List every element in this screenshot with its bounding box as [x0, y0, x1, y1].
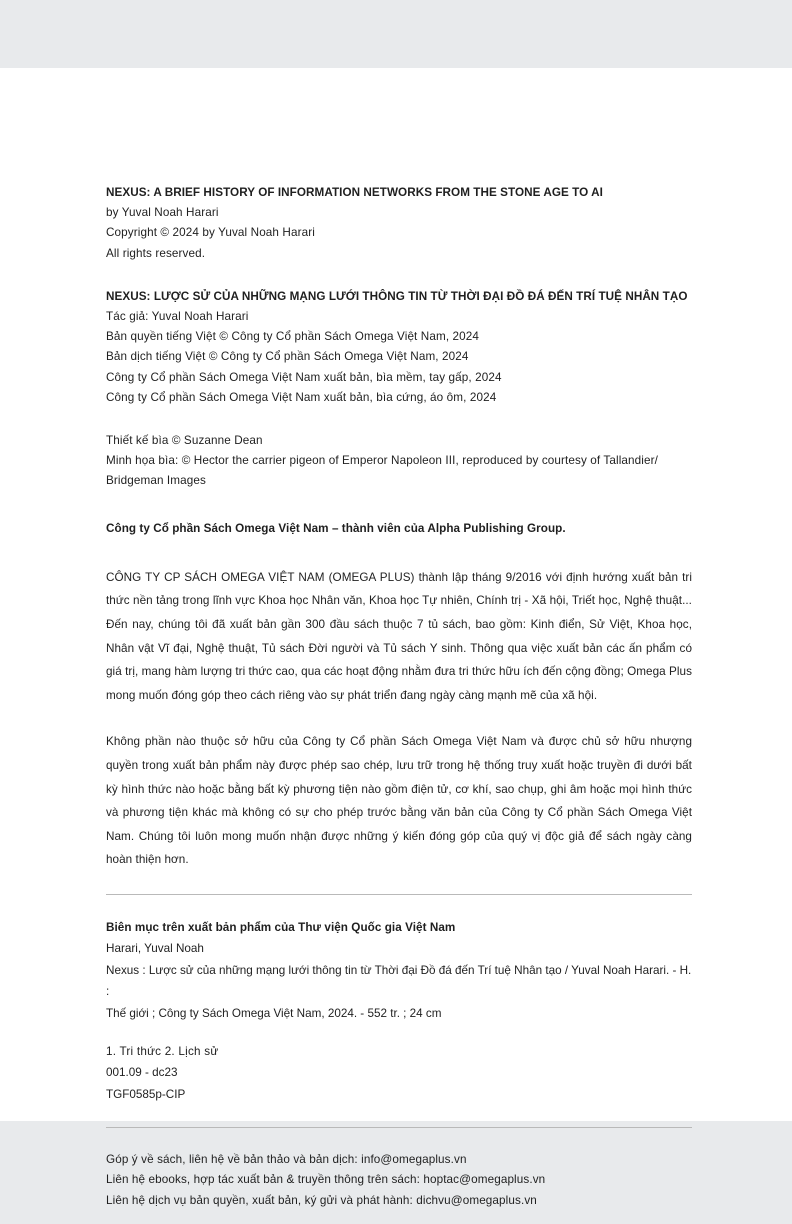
publisher-heading: Công ty Cổ phần Sách Omega Việt Nam – thành viên của Alpha Publishing Group. — [106, 521, 566, 535]
cover-designer: Thiết kế bìa © Suzanne Dean — [106, 434, 263, 448]
publisher-heading-block — [106, 519, 692, 539]
vietnamese-credit-softcover: Công ty Cổ phần Sách Omega Việt Nam xuất bản, bìa mềm, tay gấp, 2024 — [106, 370, 502, 384]
contact-services: Liên hệ dịch vụ bản quyền, xuất bản, ký gửi và phát hành: dichvu@omegaplus.vn — [106, 1193, 537, 1207]
spacer — [106, 264, 692, 287]
copyright-page-content — [106, 183, 692, 1211]
english-copyright: Copyright © 2024 by Yuval Noah Harari — [106, 226, 315, 240]
publisher-description: CÔNG TY CP SÁCH OMEGA VIỆT NAM (OMEGA PLUS) thành lập tháng 9/2016 với định hướng xuất bản tri thức nền tảng trong lĩnh vực Khoa học Nhân văn, Khoa học Tự nhiên, Chính trị - Xã hội, Triết học, Nghệ thuật... Đến nay, chúng tôi đã xuất bản gần 300 đầu sách thuộc 7 tủ sách, bao gồm: Kinh điển, Sử Việt, Khoa học, Nhân vật Vĩ đại, Nghệ thuật, Tủ sách Đời người và Tủ sách Y sinh. Thông qua việc xuất bản các ấn phẩm có giá trị, mang hàm lượng tri thức cao, qua các hoạt động nhằm đưa tri thức hữu ích đến cộng đồng; Omega Plus mong muốn đóng góp theo cách riêng vào sự phát triển đang ngày càng mạnh mẽ của xã hội. — [106, 570, 692, 702]
vietnamese-title: NEXUS: LƯỢC SỬ CỦA NHỮNG MẠNG LƯỚI THÔNG TIN TỪ THỜI ĐẠI ĐỒ ĐÁ ĐẾN TRÍ TUỆ NHÂN TẠO — [106, 289, 688, 303]
vietnamese-credit-hardcover: Công ty Cổ phần Sách Omega Việt Nam xuất bản, bìa cứng, áo ôm, 2024 — [106, 390, 497, 404]
spacer — [106, 408, 692, 431]
spacer — [106, 539, 692, 566]
design-credits-block — [106, 431, 692, 492]
contact-info: Góp ý về sách, liên hệ về bản thảo và bản dịch: info@omegaplus.vn — [106, 1153, 467, 1167]
english-author: by Yuval Noah Harari — [106, 206, 219, 220]
divider-bottom — [106, 1127, 692, 1129]
divider-top-wrap — [106, 872, 692, 917]
cover-illustration-2: Bridgeman Images — [106, 474, 206, 488]
cip-subjects: 1. Tri thức 2. Lịch sử — [106, 1045, 219, 1058]
vietnamese-credit-copyright-2: Bản dịch tiếng Việt © Công ty Cổ phần Sách Omega Việt Nam, 2024 — [106, 350, 469, 364]
english-title: NEXUS: A BRIEF HISTORY OF INFORMATION NETWORKS FROM THE STONE AGE TO AI — [106, 186, 603, 199]
vietnamese-edition-block — [106, 287, 692, 408]
divider-top — [106, 894, 692, 896]
contact-block — [106, 1150, 692, 1211]
english-edition-block — [106, 183, 692, 264]
cip-description-1: Nexus : Lược sử của những mạng lưới thông tin từ Thời đại Đồ đá đến Trí tuệ Nhân tạo / Yuval Noah Harari. - H. : — [106, 963, 692, 999]
english-rights: All rights reserved. — [106, 246, 206, 260]
cip-block — [106, 917, 692, 1105]
cip-author: Harari, Yuval Noah — [106, 942, 204, 956]
rights-notice: Không phần nào thuộc sở hữu của Công ty Cổ phần Sách Omega Việt Nam và được chủ sở hữu nhượng quyền trong xuất bản phẩm này được phép sao chép, lưu trữ trong hệ thống truy xuất hoặc truyền đi dưới bất kỳ hình thức nào hoặc bằng bất kỳ phương tiện nào gồm điện tử, cơ khí, sao chụp, ghi âm hoặc mọi hình thức và phương tiện khác mà không có sự cho phép trước bằng văn bản của Công ty Cổ phần Sách Omega Việt Nam. Chúng tôi luôn mong muốn nhận được những ý kiến đóng góp của quý vị độc giả để sách ngày càng hoàn thiện hơn. — [106, 735, 692, 867]
cip-ddc: 001.09 - dc23 — [106, 1066, 178, 1080]
cip-description-2: Thế giới ; Công ty Sách Omega Việt Nam, 2024. - 552 tr. ; 24 cm — [106, 1006, 442, 1020]
spacer — [106, 492, 692, 519]
divider-bottom-wrap — [106, 1105, 692, 1150]
vietnamese-credit-author: Tác giả: Yuval Noah Harari — [106, 310, 249, 324]
spacer — [106, 707, 692, 730]
cip-code: TGF0585p-CIP — [106, 1087, 186, 1101]
spacer — [106, 1024, 692, 1041]
document-page — [0, 68, 792, 1207]
cover-illustration-1: Minh họa bìa: © Hector the carrier pigeon of Emperor Napoleon III, reproduced by courtesy of Tallandier/ — [106, 454, 658, 468]
cip-heading: Biên mục trên xuất bản phẩm của Thư viện Quốc gia Việt Nam — [106, 920, 456, 934]
contact-partnership: Liên hệ ebooks, hợp tác xuất bản & truyền thông trên sách: hoptac@omegaplus.vn — [106, 1173, 546, 1187]
vietnamese-credit-copyright-1: Bản quyền tiếng Việt © Công ty Cổ phần Sách Omega Việt Nam, 2024 — [106, 330, 480, 344]
